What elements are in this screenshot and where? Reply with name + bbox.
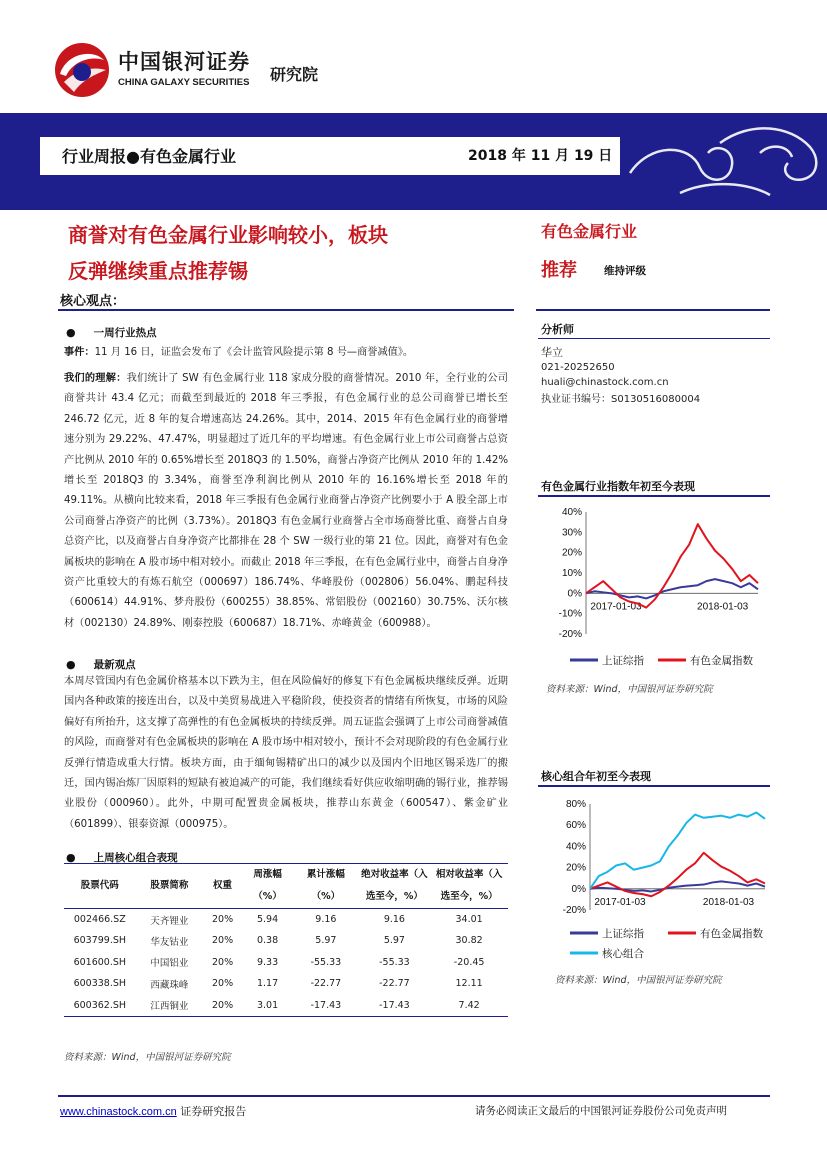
table-row — [64, 930, 508, 952]
table-source: 资料来源：Wind，中国银河证券研究院 — [64, 1052, 231, 1063]
chart1-title: 有色金属行业指数年初至今表现 — [541, 480, 695, 493]
table-cell: 20% — [212, 914, 234, 925]
analyst-certificate: 执业证书编号：S0130516080004 — [541, 394, 701, 405]
table-header: 绝对收益率（入选至今，%） — [361, 869, 428, 902]
legend-label: 有色金属指数 — [690, 655, 753, 667]
table-row — [64, 909, 508, 931]
table-header: 股票代码 — [80, 880, 119, 891]
table-cell: 9.16 — [315, 914, 337, 925]
cloud-swirl-icon — [620, 113, 827, 210]
legend-label: 上证综指 — [602, 928, 644, 940]
table-cell: 9.16 — [383, 914, 405, 925]
sector-name: 有色金属行业 — [541, 222, 638, 241]
legend-label: 有色金属指数 — [700, 928, 763, 940]
company-name-cn: 中国银河证券 — [118, 50, 250, 74]
table-cell: 中国铝业 — [150, 958, 189, 970]
report-title-line2: 反弹继续重点推荐锡 — [68, 259, 248, 283]
table-cell: 30.82 — [455, 935, 483, 947]
table-cell: 3.01 — [242, 995, 293, 1017]
report-type: 行业周报●有色金属行业 — [62, 147, 236, 166]
y-tick-label: -10% — [558, 608, 582, 620]
table-header: 股票简称 — [150, 880, 189, 891]
table-cell: 7.42 — [430, 995, 508, 1017]
table-cell: -22.77 — [310, 978, 342, 990]
y-tick-label: 60% — [565, 820, 586, 832]
table-cell: 5.97 — [383, 935, 405, 947]
table-cell: 华友钴业 — [150, 936, 189, 948]
table-cell: 江西铜业 — [136, 995, 204, 1017]
section-latest-title: ● 最新观点 — [66, 657, 136, 672]
rating-note: 维持评级 — [604, 265, 646, 277]
section-portfolio-title: ● 上周核心组合表现 — [66, 850, 178, 865]
table-row — [64, 995, 508, 1017]
table-cell: -17.43 — [293, 995, 358, 1017]
understanding-text: 我们统计了 SW 有色金属行业 118 家成分股的商誉情况。2010 年，全行业的公司商誉共计 43.4 亿元；而截至到最近的 2018 年三季报，有色金属行业的总公司商誉已增长至 246.72 亿元，近 8 年的复合增速高达 24.26%。其中，2014、2015 年有色金属行业的商誉增速分别为 29.22%、47.47%，明显超过了近几年的平均增速。有色金属行业上市公司商誉占总资产比例从 2010 年的 0.65%增长至 2018Q3 的 1.50%，商誉占净资产比例从 2010 年的 1.42%增长至 2018Q3 的 3.34%，商誉至净利润比例从 2010 年的 16.16%增长至 2018 年的 49.11%。从横向比较来看，2018 年三季报有色金属行业商誉占净资产比例要小于 A 股全部上市公司商誉占净资产的比例（3.73%）。2018Q3 有色金属行业商誉占全市场商誉比重、商誉占自身总资产比，以及商誉占自身净资产比都排在 28 个 SW 一级行业的第 21 位。因此，商誉对有色金属板块的影响在 A 股市场中相对较小。而截止 2018 年三季报，在有色金属行业中，商誉占自身净资产比重较大的有炼石航空（000697）186.74%、华峰股份（002806）56.04%、鹏起科技（600614）44.91%、梦舟股份（600255）38.85%、常铝股份（002160）30.75%、沃尔核材（002130）24.89%、刚泰控股（600687）18.71%、赤峰黄金（600988）。 — [64, 373, 508, 629]
footer-report-label: 证券研究报告 — [176, 1105, 247, 1118]
table-header-row — [64, 864, 508, 909]
y-tick-label: 10% — [561, 568, 582, 579]
chart1-divider — [538, 495, 770, 497]
table-cell: 002466.SZ — [73, 914, 126, 925]
table-cell: 0.38 — [256, 935, 279, 947]
institute-name: 研究院 — [270, 65, 319, 84]
chart2-title: 核心组合年初至今表现 — [541, 770, 651, 783]
y-tick-label: 80% — [565, 799, 586, 810]
y-tick-label: 0% — [571, 883, 586, 895]
series-line — [586, 524, 758, 607]
table-cell: 603799.SH — [73, 935, 127, 947]
table-header: 权重 — [213, 880, 233, 891]
x-tick-label: 2018-01-03 — [702, 896, 755, 908]
table-cell: 12.11 — [455, 978, 483, 990]
x-tick-label: 2017-01-03 — [594, 896, 646, 908]
event-paragraph — [64, 343, 508, 363]
portfolio-table — [64, 863, 508, 1017]
table-cell: 20% — [212, 978, 234, 990]
y-tick-label: 30% — [561, 527, 582, 539]
chart2-plot — [540, 792, 772, 968]
footer-divider — [58, 1095, 770, 1097]
table-cell: -22.77 — [379, 978, 410, 990]
table-cell: 5.94 — [256, 914, 279, 925]
event-label: 事件： — [64, 347, 95, 358]
latest-paragraph: 本周尽管国内有色金属价格基本以下跌为主，但在风险偏好的修复下有色金属板块继续反弹。近期国内各种政策的接连出台，以及中美贸易战进入平稳阶段，使投资者的情绪有所恢复，市场的风险偏好有所抬升，这支撑了高弹性的有色金属板块的持续反弹。周五证监会强调了上市公司商誉减值的风险，而商誉对有色金属板块的影响在 A 股市场中相对较小，预计不会对现阶段的有色金属行业反弹行情造成重大行情。板块方面，由于缅甸锡精矿出口的减少以及国内个旧地区锡采选厂的搬迁，国内锡冶炼厂因原料的短缺有被迫减产的可能，我们继续看好供应收缩明确的锡行业，推荐锡业股份（000960）。此外，中期可配置贵金属板块，推荐山东黄金（600547）、紫金矿业（601899）、银泰资源（000975）。 — [64, 676, 508, 830]
table-header: 累计涨幅（%） — [306, 869, 345, 902]
y-tick-label: -20% — [558, 629, 582, 640]
analyst-email[interactable]: huali@chinastock.com.cn — [541, 377, 669, 388]
event-text: 11 月 16 日，证监会发布了《会计监管风险提示第 8 号—商誉减值》。 — [94, 347, 414, 358]
core-heading: 核心观点： — [60, 294, 126, 309]
table-cell: 西藏珠峰 — [150, 979, 189, 991]
table-cell: 天齐锂业 — [150, 915, 189, 927]
analyst-name: 华立 — [541, 346, 563, 359]
x-tick-label: 2017-01-03 — [590, 601, 642, 613]
table-cell: 1.17 — [256, 978, 279, 990]
website-link[interactable]: www.chinastock.com.cn — [60, 1106, 177, 1118]
table-cell: 20% — [212, 956, 234, 968]
table-row — [64, 973, 508, 995]
sidebar-divider — [536, 309, 770, 311]
y-tick-label: 20% — [565, 862, 586, 874]
report-title-line1: 商誉对有色金属行业影响较小，板块 — [68, 223, 388, 247]
analyst-heading: 分析师 — [541, 323, 574, 336]
footer-disclaimer: 请务必阅读正文最后的中国银河证券股份公司免责声明 — [475, 1105, 727, 1117]
table-cell: -17.43 — [359, 995, 431, 1017]
table-header: 周涨幅（%） — [253, 869, 282, 902]
table-cell: 9.33 — [256, 956, 279, 968]
chart1-plot — [540, 500, 772, 672]
table-cell: -55.33 — [379, 956, 410, 968]
section-hotspot-title: ● 一周行业热点 — [66, 325, 157, 340]
table-cell: 600338.SH — [73, 978, 127, 990]
core-divider — [58, 309, 514, 311]
table-header: 相对收益率（入选至今，%） — [435, 869, 503, 902]
analyst-phone: 021-20252650 — [541, 362, 615, 373]
rating: 推荐 — [541, 260, 577, 281]
table-cell: 20% — [203, 995, 242, 1017]
understanding-label: 我们的理解： — [64, 373, 127, 384]
table-cell: 600362.SH — [64, 995, 136, 1017]
y-tick-label: -20% — [562, 905, 586, 916]
legend-label: 核心组合 — [602, 948, 644, 960]
galaxy-logo-icon — [52, 40, 112, 100]
x-tick-label: 2018-01-03 — [697, 601, 749, 613]
report-date: 2018 年 11 月 19 日 — [468, 148, 613, 164]
table-cell: -20.45 — [453, 956, 485, 968]
table-cell: -55.33 — [310, 956, 342, 968]
understanding-paragraph — [64, 369, 508, 634]
company-name-en: CHINA GALAXY SECURITIES — [118, 77, 250, 88]
y-tick-label: 40% — [561, 507, 582, 518]
table-cell: 34.01 — [455, 914, 483, 925]
chart1-source: 资料来源：Wind，中国银河证券研究院 — [546, 684, 713, 695]
y-tick-label: 0% — [567, 588, 582, 600]
table-cell: 20% — [212, 935, 234, 947]
report-title — [68, 217, 518, 289]
chart2-divider — [538, 785, 770, 787]
table-cell: 601600.SH — [73, 956, 127, 968]
y-tick-label: 40% — [565, 841, 586, 853]
company-logo — [52, 40, 352, 100]
footer-left — [60, 1103, 246, 1119]
y-tick-label: 20% — [561, 547, 582, 559]
analyst-divider — [538, 338, 770, 339]
table-row — [64, 952, 508, 974]
table-cell: 5.97 — [315, 935, 337, 947]
legend-label: 上证综指 — [602, 655, 644, 667]
chart2-source: 资料来源：Wind，中国银河证券研究院 — [555, 975, 722, 986]
